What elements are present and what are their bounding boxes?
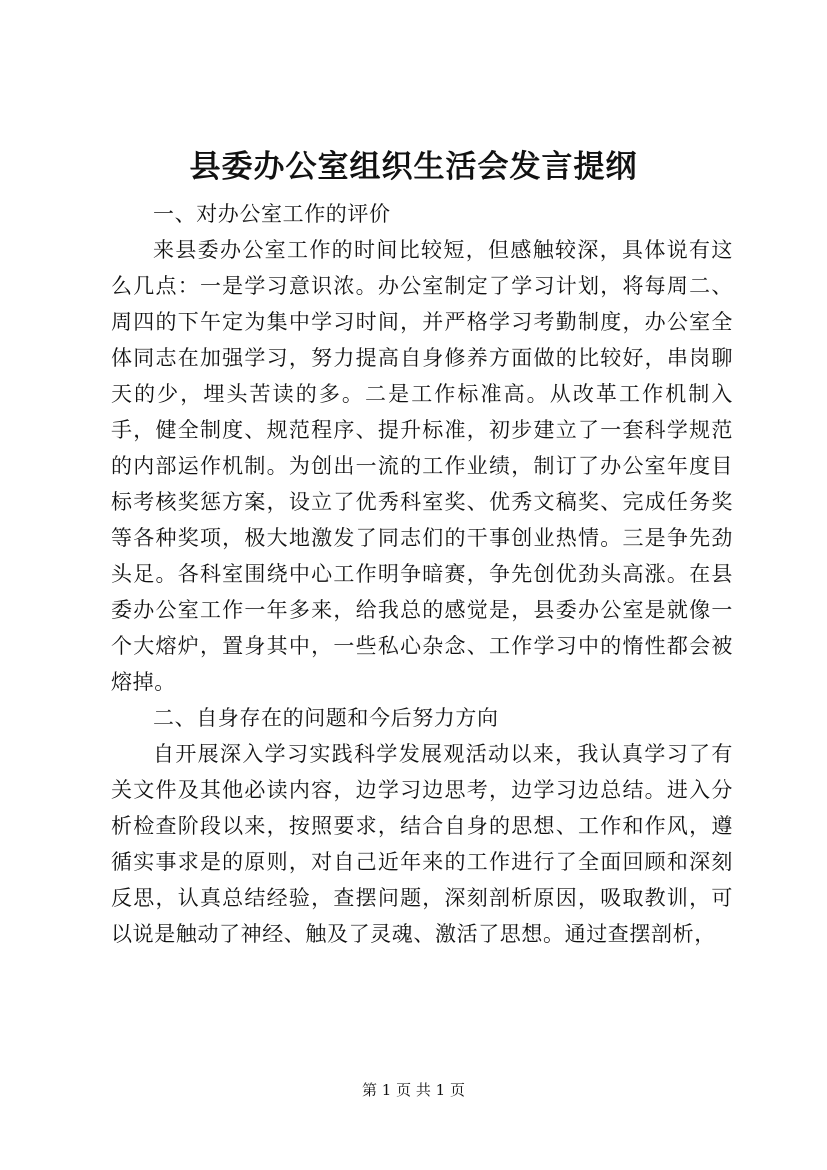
section-paragraph-2: 自开展深入学习实践科学发展观活动以来，我认真学习了有关文件及其他必读内容，边学习边思考，边学习边总结。进入分析检查阶段以来，按照要求，结合自身的思想、工作和作风，遵循实事求是的原则，对自己近年来的工作进行了全面回顾和深刻反思，认真总结经验，查摆问题，深刻剖析原因，吸取教训，可以说是触动了神经、触及了灵魂、激活了思想。通过查摆剖析， xyxy=(111,742,733,946)
section-heading-1: 一、对办公室工作的评价 xyxy=(153,202,391,226)
document-body xyxy=(111,196,733,952)
section-heading-2: 二、自身存在的问题和今后努力方向 xyxy=(153,706,499,730)
page-footer: 第 1 页 共 1 页 xyxy=(362,1081,465,1099)
section-paragraph-1: 来县委办公室工作的时间比较短，但感触较深，具体说有这么几点：一是学习意识浓。办公室制定了学习计划，将每周二、周四的下午定为集中学习时间，并严格学习考勤制度，办公室全体同志在加强学习，努力提高自身修养方面做的比较好，串岗聊天的少，埋头苦读的多。二是工作标准高。从改革工作机制入手，健全制度、规范程序、提升标准，初步建立了一套科学规范的内部运作机制。为创出一流的工作业绩，制订了办公室年度目标考核奖惩方案，设立了优秀科室奖、优秀文稿奖、完成任务奖等各种奖项，极大地激发了同志们的干事创业热情。三是争先劲头足。各科室围绕中心工作明争暗赛，争先创优劲头高涨。在县委办公室工作一年多来，给我总的感觉是，县委办公室是就像一个大熔炉，置身其中，一些私心杂念、工作学习中的惰性都会被熔掉。 xyxy=(111,238,733,694)
document-title: 县委办公室组织生活会发言提纲 xyxy=(189,149,638,185)
